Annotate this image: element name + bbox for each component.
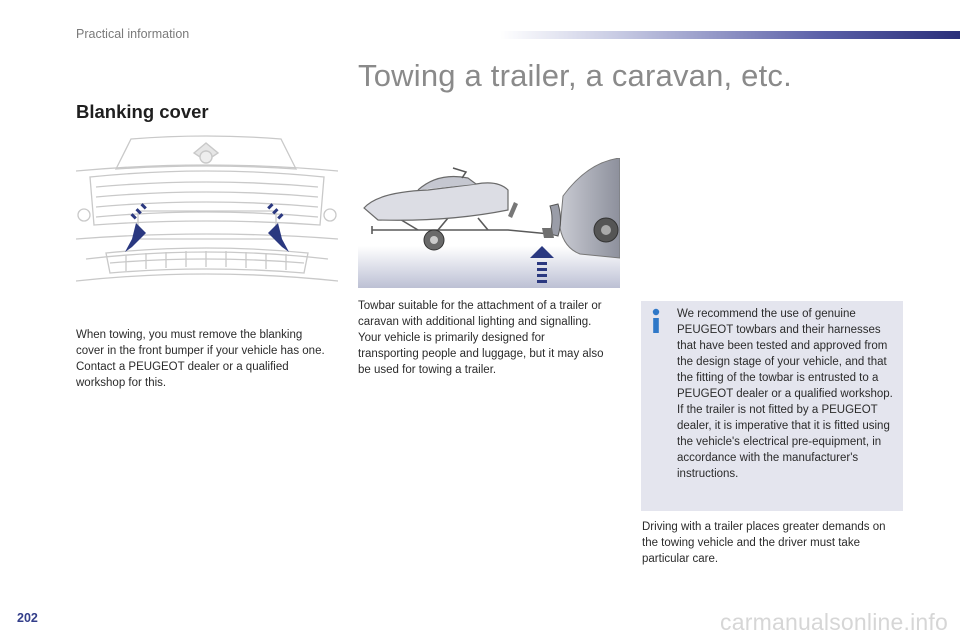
- closing-paragraph: Driving with a trailer places greater demands on the towing vehicle and the driver must take particular care.: [642, 521, 886, 565]
- header-gradient-bar: [500, 31, 960, 39]
- info-paragraph-1: We recommend the use of genuine PEUGEOT towbars and their harnesses that have been tested and approved from the design stage of your vehicle, and that the fitting of the towbar is entrusted to a PEUGEOT dealer or a qualified workshop.: [677, 308, 893, 400]
- towbar-paragraph-1: Towbar suitable for the attachment of a trailer or caravan with additional lighting and signalling.: [358, 300, 602, 328]
- closing-text: [642, 519, 904, 567]
- watermark: carmanualsonline.info: [720, 609, 948, 635]
- blanking-paragraph-1: When towing, you must remove the blanking cover in the front bumper if your vehicle has one.: [76, 329, 325, 357]
- blanking-paragraph-2: Contact a PEUGEOT dealer or a qualified workshop for this.: [76, 361, 289, 389]
- towbar-text: [358, 298, 608, 378]
- info-box: [641, 301, 903, 511]
- towbar-paragraph-2: Your vehicle is primarily designed for transporting people and luggage, but it may also be used for towing a trailer.: [358, 332, 604, 376]
- front-bumper-illustration: [76, 135, 338, 290]
- blanking-cover-text: [76, 327, 328, 391]
- page-title: Towing a trailer, a caravan, etc.: [358, 58, 792, 93]
- info-paragraph-2: If the trailer is not fitted by a PEUGEOT dealer, it is imperative that it is fitted using the vehicle's electrical pre-equipment, in accordance with the manufacturer's instructions.: [677, 404, 890, 480]
- towbar-trailer-illustration: [358, 158, 620, 288]
- info-text: [677, 306, 899, 482]
- section-label: Practical information: [76, 27, 190, 41]
- info-icon: [650, 308, 662, 334]
- blanking-cover-heading: Blanking cover: [76, 101, 209, 122]
- page-number: 202: [17, 611, 38, 625]
